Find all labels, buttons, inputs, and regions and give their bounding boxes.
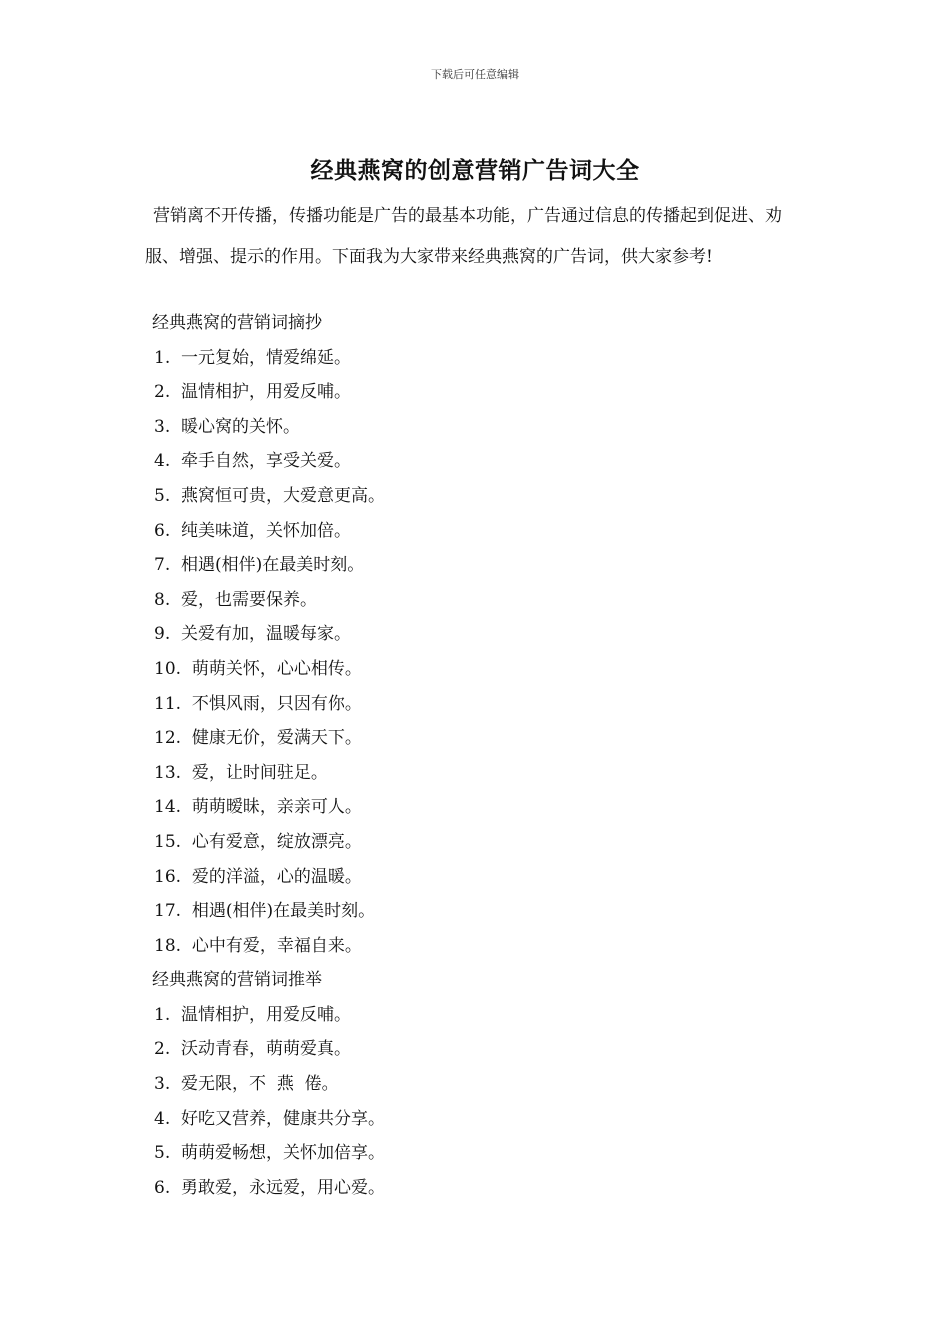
document-title: 经典燕窝的创意营销广告词大全 <box>310 157 640 184</box>
page-header: 下载后可任意编辑 <box>431 68 519 81</box>
list-item: 10. 萌萌关怀，心心相传。 <box>154 658 362 679</box>
list-item: 2. 沃动青春，萌萌爱真。 <box>154 1039 352 1060</box>
list-item: 13. 爱，让时间驻足。 <box>154 762 328 783</box>
list-item: 6. 勇敢爱，永远爱，用心爱。 <box>154 1177 386 1198</box>
section-heading: 经典燕窝的营销词推举 <box>152 970 322 991</box>
list-item: 5. 萌萌爱畅想，关怀加倍享。 <box>154 1143 386 1164</box>
list-item: 3. 爱无限，不 燕 倦。 <box>154 1074 339 1095</box>
document-body <box>152 306 812 1205</box>
list-item: 3. 暖心窝的关怀。 <box>154 416 301 437</box>
list-item: 4. 好吃又营养，健康共分享。 <box>154 1108 386 1129</box>
list-item: 1. 温情相护，用爱反哺。 <box>154 1004 352 1025</box>
list-item: 7. 相遇(相伴)在最美时刻。 <box>154 555 365 576</box>
section-heading: 经典燕窝的营销词摘抄 <box>152 313 322 333</box>
list-item: 9. 关爱有加，温暖每家。 <box>154 624 352 645</box>
list-item: 5. 燕窝恒可贵，大爱意更高。 <box>154 485 386 506</box>
list-item: 8. 爱，也需要保养。 <box>154 589 318 610</box>
list-item: 4. 牵手自然，享受关爱。 <box>154 451 352 472</box>
list-item: 15. 心有爱意，绽放漂亮。 <box>154 831 362 852</box>
list-item: 2. 温情相护，用爱反哺。 <box>154 382 352 403</box>
list-item: 12. 健康无价，爱满天下。 <box>154 728 362 749</box>
list-item: 18. 心中有爱，幸福自来。 <box>154 935 362 956</box>
intro-paragraph: 营销离不开传播，传播功能是广告的最基本功能，广告通过信息的传播起到促进、劝服、增强、提示的作用。下面我为大家带来经典燕窝的广告词，供大家参考! <box>145 206 782 267</box>
list-item: 14. 萌萌暧昧，亲亲可人。 <box>154 797 362 818</box>
list-item: 17. 相遇(相伴)在最美时刻。 <box>154 901 376 922</box>
list-item: 11. 不惧风雨，只因有你。 <box>154 693 362 714</box>
list-item: 16. 爱的洋溢，心的温暖。 <box>154 866 362 887</box>
list-item: 6. 纯美味道，关怀加倍。 <box>154 520 352 541</box>
list-item: 1. 一元复始，情爱绵延。 <box>154 347 352 368</box>
